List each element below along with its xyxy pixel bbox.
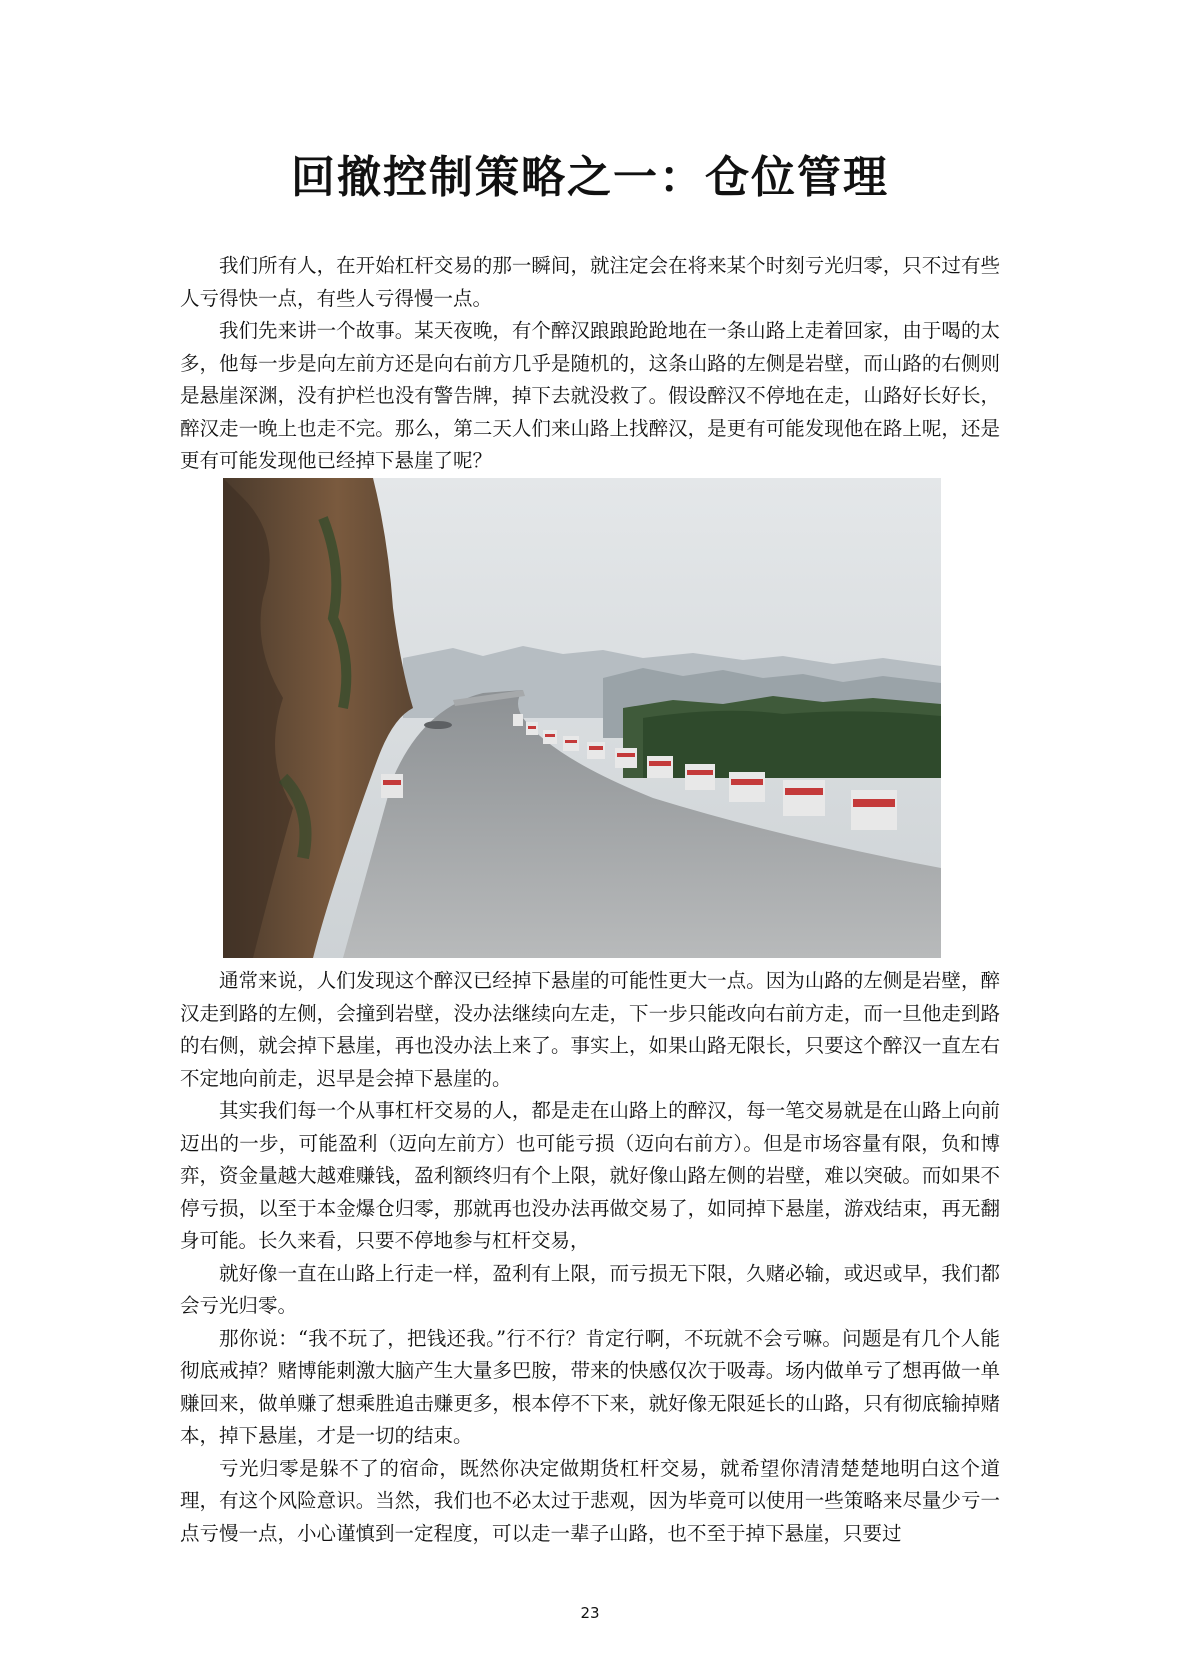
mountain-road-image — [223, 478, 941, 958]
page-title: 回撤控制策略之一：仓位管理 — [291, 152, 889, 203]
paragraph: 其实我们每一个从事杠杆交易的人，都是走在山路上的醉汉，每一笔交易就是在山路上向前迈出的一步，可能盈利（迈向左前方）也可能亏损（迈向右前方）。但是市场容量有限，负和博弈，资金量越大越难赚钱，盈利额终归有个上限，就好像山路左侧的岩壁，难以突破。而如果不停亏损，以至于本金爆仓归零，那就再也没办法再做交易了，如同掉下悬崖，游戏结束，再无翻身可能。长久来看，只要不停地参与杠杆交易， — [180, 1099, 1000, 1252]
paragraph: 亏光归零是躲不了的宿命，既然你决定做期货杠杆交易，就希望你清清楚楚地明白这个道理，有这个风险意识。当然，我们也不必太过于悲观，因为毕竟可以使用一些策略来尽量少亏一点亏慢一点，小心谨慎到一定程度，可以走一辈子山路，也不至于掉下悬崖，只要过 — [180, 1456, 1000, 1545]
intro-text — [180, 250, 1000, 478]
paragraph: 我们所有人，在开始杠杆交易的那一瞬间，就注定会在将来某个时刻亏光归零，只不过有些人亏得快一点，有些人亏得慢一点。 — [180, 254, 1000, 310]
page-number: 23 — [580, 1604, 600, 1622]
body-text — [180, 965, 1000, 1550]
paragraph: 通常来说，人们发现这个醉汉已经掉下悬崖的可能性更大一点。因为山路的左侧是岩壁，醉汉走到路的左侧，会撞到岩壁，没办法继续向左走，下一步只能改向右前方走，而一旦他走到路的右侧，就会掉下悬崖，再也没办法上来了。事实上，如果山路无限长，只要这个醉汉一直左右不定地向前走，迟早是会掉下悬崖的。 — [180, 969, 1000, 1090]
paragraph: 那你说：“我不玩了，把钱还我。”行不行？肯定行啊，不玩就不会亏嘛。问题是有几个人能彻底戒掉？赌博能刺激大脑产生大量多巴胺，带来的快感仅次于吸毒。场内做单亏了想再做一单赚回来，做单赚了想乘胜追击赚更多，根本停不下来，就好像无限延长的山路，只有彻底输掉赌本，掉下悬崖，才是一切的结束。 — [180, 1326, 1000, 1447]
paragraph: 就好像一直在山路上行走一样，盈利有上限，而亏损无下限，久赌必输，或迟或早，我们都会亏光归零。 — [180, 1261, 1000, 1317]
mountain-road-photo — [223, 478, 941, 958]
paragraph: 我们先来讲一个故事。某天夜晚，有个醉汉踉踉跄跄地在一条山路上走着回家，由于喝的太多，他每一步是向左前方还是向右前方几乎是随机的，这条山路的左侧是岩壁，而山路的右侧则是悬崖深渊，没有护栏也没有警告牌，掉下去就没救了。假设醉汉不停地在走，山路好长好长，醉汉走一晚上也走不完。那么，第二天人们来山路上找醉汉，是更有可能发现他在路上呢，还是更有可能发现他已经掉下悬崖了呢？ — [180, 319, 1000, 472]
